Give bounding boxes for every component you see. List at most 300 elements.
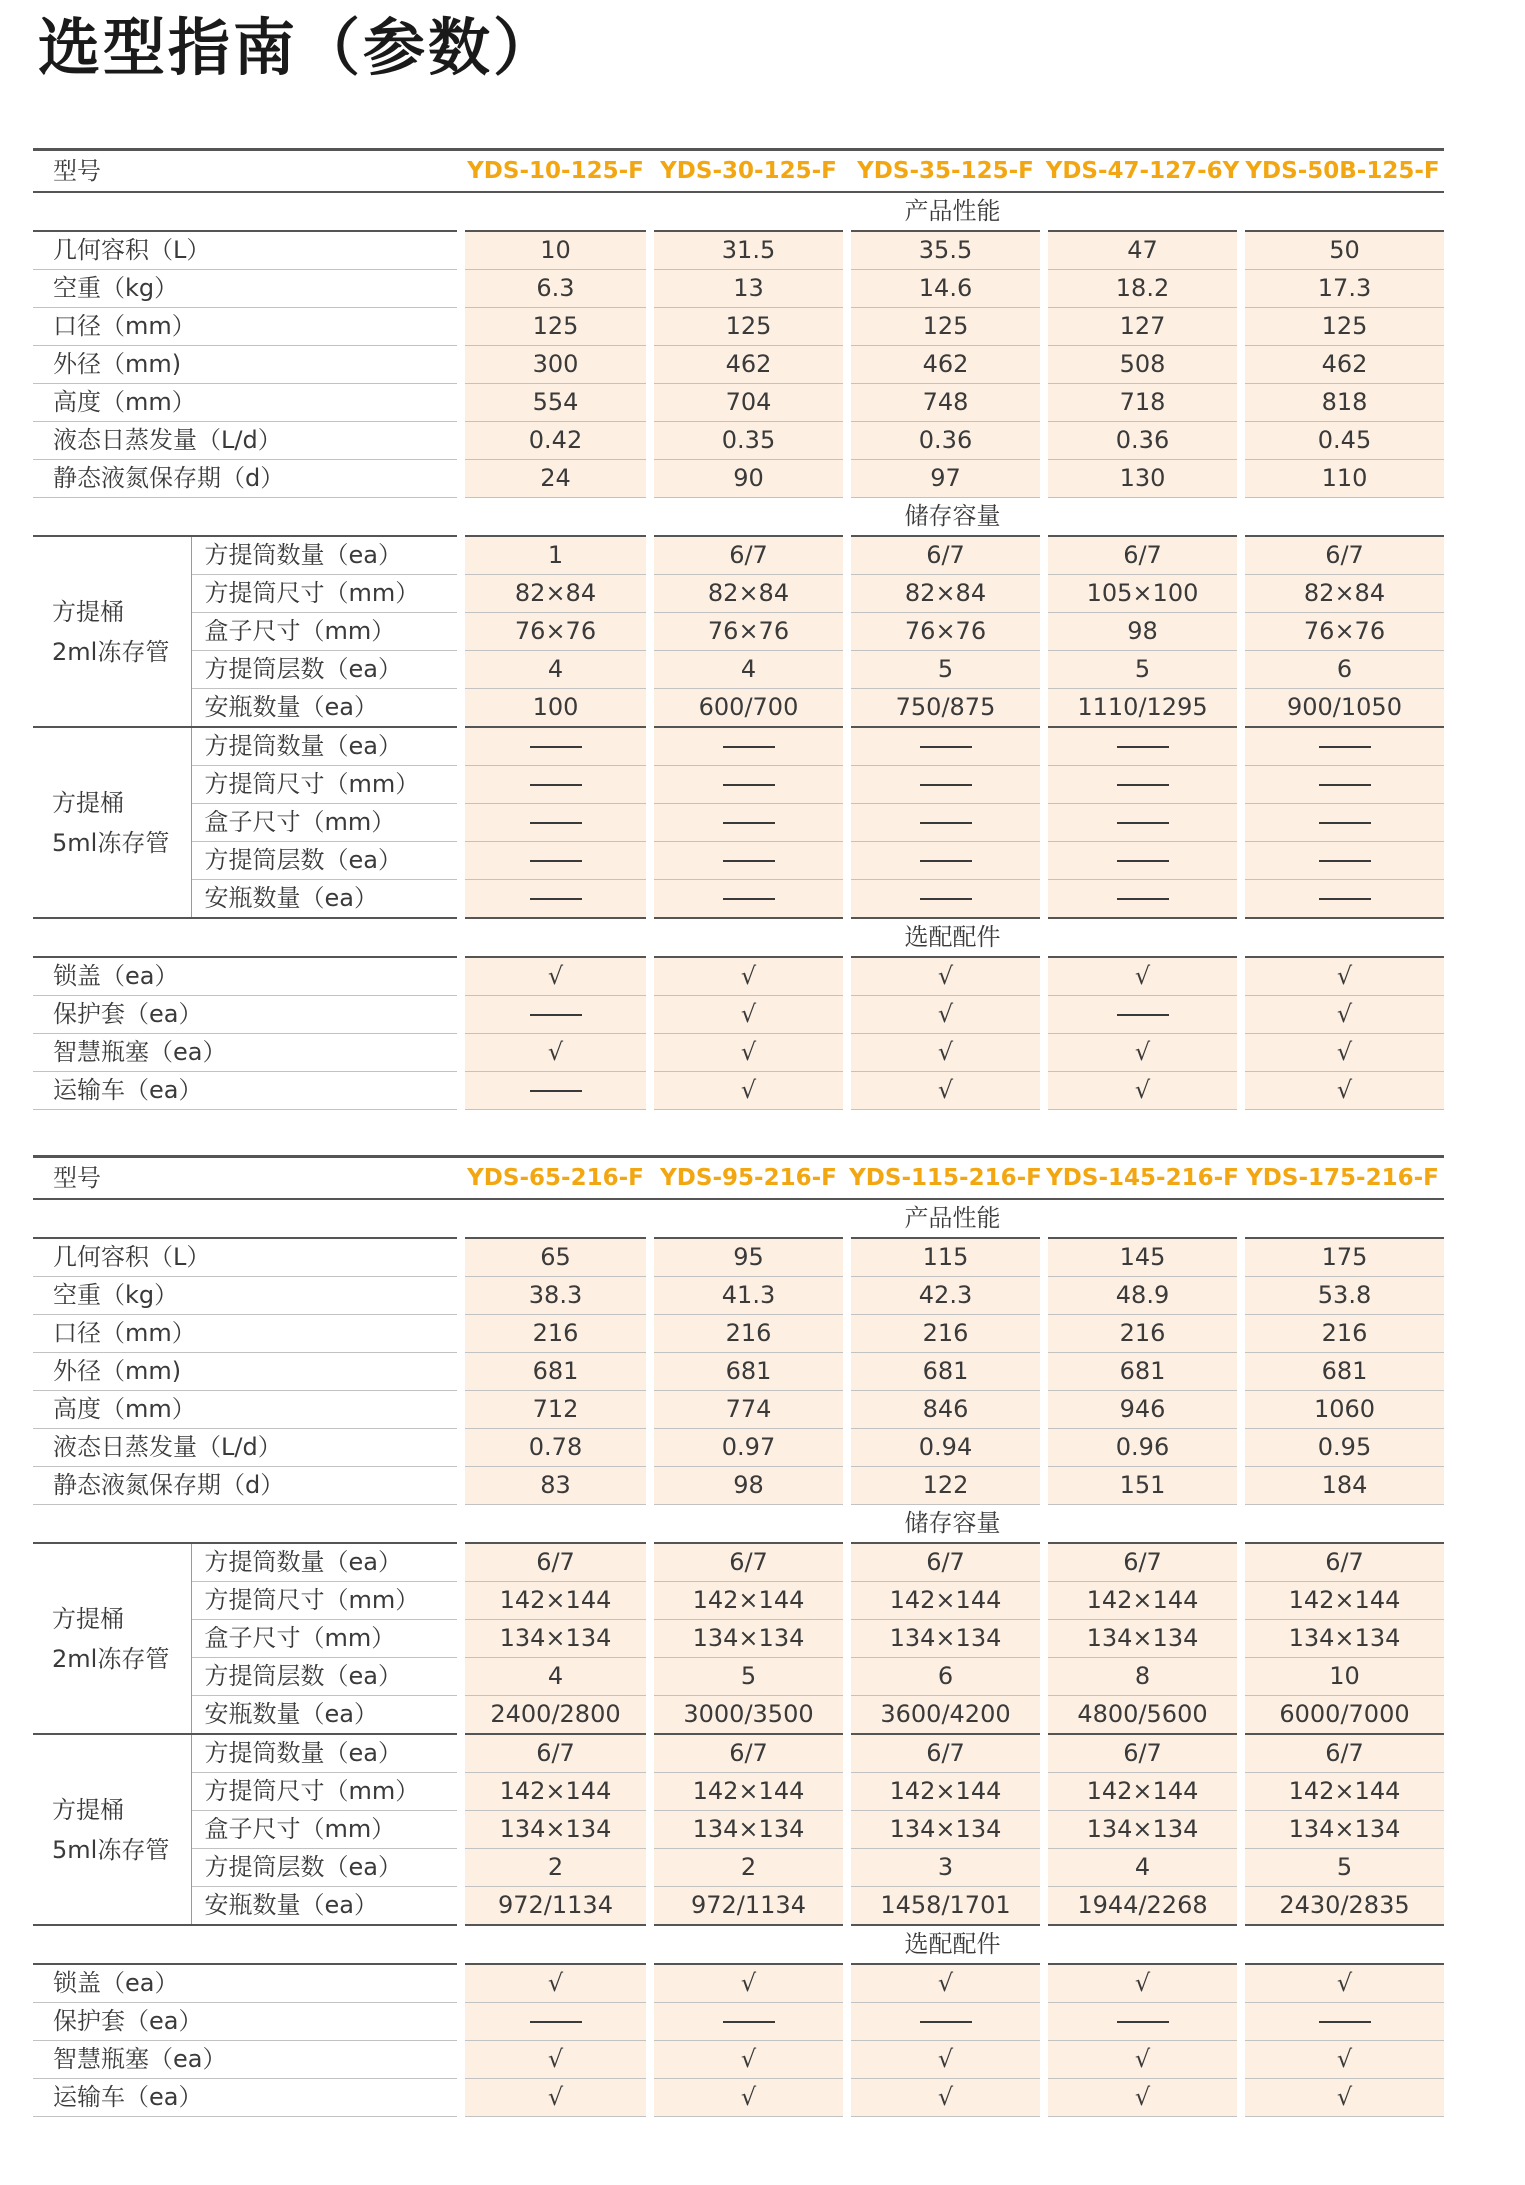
section-spacer bbox=[33, 1199, 461, 1238]
spec-value: 47 bbox=[1044, 231, 1241, 270]
spec-value: 13 bbox=[650, 270, 847, 308]
spec-value: 0.36 bbox=[847, 422, 1044, 460]
spec-value: 122 bbox=[847, 1467, 1044, 1505]
spec-row bbox=[33, 384, 1444, 422]
storage-value bbox=[1241, 842, 1444, 880]
spec-value: 48.9 bbox=[1044, 1277, 1241, 1315]
spec-value: √ bbox=[847, 1072, 1044, 1110]
not-available-dash bbox=[1319, 746, 1371, 748]
spec-label: 空重（kg） bbox=[33, 270, 461, 308]
model-name: YDS-50B-125-F bbox=[1241, 150, 1444, 193]
spec-value: 125 bbox=[1241, 308, 1444, 346]
storage-value: 6/7 bbox=[461, 1543, 650, 1582]
section-row bbox=[33, 1199, 1444, 1238]
spec-value: 462 bbox=[1241, 346, 1444, 384]
spec-value: 0.97 bbox=[650, 1429, 847, 1467]
spec-row bbox=[33, 1467, 1444, 1505]
spec-value: 65 bbox=[461, 1238, 650, 1277]
spec-value: 53.8 bbox=[1241, 1277, 1444, 1315]
spec-value: √ bbox=[847, 957, 1044, 996]
spec-label: 液态日蒸发量（L/d） bbox=[33, 1429, 461, 1467]
spec-value: 14.6 bbox=[847, 270, 1044, 308]
storage-value: 750/875 bbox=[847, 689, 1044, 728]
storage-value: 1458/1701 bbox=[847, 1887, 1044, 1926]
storage-value: 82×84 bbox=[650, 575, 847, 613]
storage-value: 134×134 bbox=[1241, 1620, 1444, 1658]
spec-row bbox=[33, 422, 1444, 460]
storage-sub-label: 安瓶数量（ea） bbox=[191, 689, 461, 728]
storage-value: 142×144 bbox=[1044, 1582, 1241, 1620]
storage-value: 4 bbox=[461, 1658, 650, 1696]
spec-value: √ bbox=[1241, 957, 1444, 996]
spec-value: 50 bbox=[1241, 231, 1444, 270]
storage-row bbox=[33, 1849, 1444, 1887]
storage-row bbox=[33, 1811, 1444, 1849]
storage-sub-label: 方提筒层数（ea） bbox=[191, 651, 461, 689]
not-available-dash bbox=[920, 860, 972, 862]
storage-value: 2 bbox=[461, 1849, 650, 1887]
storage-value: 142×144 bbox=[847, 1773, 1044, 1811]
spec-row bbox=[33, 1238, 1444, 1277]
not-available-dash bbox=[1117, 860, 1169, 862]
spec-table-1 bbox=[33, 148, 1444, 1110]
storage-value: 134×134 bbox=[650, 1811, 847, 1849]
section-row bbox=[33, 918, 1444, 957]
spec-value: 125 bbox=[461, 308, 650, 346]
storage-value bbox=[1044, 766, 1241, 804]
spec-label: 高度（mm） bbox=[33, 384, 461, 422]
storage-sub-label: 安瓶数量（ea） bbox=[191, 1696, 461, 1735]
section-spacer bbox=[33, 498, 461, 537]
storage-value bbox=[847, 880, 1044, 919]
storage-value: 134×134 bbox=[1044, 1811, 1241, 1849]
spec-row bbox=[33, 1429, 1444, 1467]
spec-value: 681 bbox=[1044, 1353, 1241, 1391]
storage-value: 2 bbox=[650, 1849, 847, 1887]
storage-sub-label: 方提筒数量（ea） bbox=[191, 536, 461, 575]
storage-sub-label: 盒子尺寸（mm） bbox=[191, 1811, 461, 1849]
model-name: YDS-65-216-F bbox=[461, 1157, 650, 1200]
spec-value: √ bbox=[650, 1072, 847, 1110]
storage-value: 142×144 bbox=[650, 1582, 847, 1620]
storage-value: 82×84 bbox=[461, 575, 650, 613]
storage-value: 134×134 bbox=[1044, 1620, 1241, 1658]
section-spacer bbox=[33, 1925, 461, 1964]
not-available-dash bbox=[723, 746, 775, 748]
spec-value: √ bbox=[1044, 1034, 1241, 1072]
group-label-line1: 方提桶 bbox=[52, 788, 124, 817]
spec-value: √ bbox=[650, 1034, 847, 1072]
storage-row bbox=[33, 1696, 1444, 1735]
spec-value: 216 bbox=[1241, 1315, 1444, 1353]
storage-value: 6/7 bbox=[461, 1734, 650, 1773]
storage-value: 3000/3500 bbox=[650, 1696, 847, 1735]
storage-row bbox=[33, 804, 1444, 842]
spec-value: 216 bbox=[461, 1315, 650, 1353]
spec-value: 98 bbox=[650, 1467, 847, 1505]
storage-sub-label: 盒子尺寸（mm） bbox=[191, 613, 461, 651]
model-name: YDS-47-127-6Y bbox=[1044, 150, 1241, 193]
storage-sub-label: 安瓶数量（ea） bbox=[191, 1887, 461, 1926]
storage-value bbox=[1241, 766, 1444, 804]
spec-row bbox=[33, 346, 1444, 384]
group-label-line1: 方提桶 bbox=[52, 597, 124, 626]
storage-sub-label: 方提筒尺寸（mm） bbox=[191, 1582, 461, 1620]
storage-value bbox=[1241, 804, 1444, 842]
storage-value: 100 bbox=[461, 689, 650, 728]
storage-row bbox=[33, 1734, 1444, 1773]
storage-value bbox=[1241, 727, 1444, 766]
spec-value: 175 bbox=[1241, 1238, 1444, 1277]
spec-value: √ bbox=[1241, 1072, 1444, 1110]
not-available-dash bbox=[1117, 2021, 1169, 2023]
spec-value: 18.2 bbox=[1044, 270, 1241, 308]
spec-value bbox=[1241, 2003, 1444, 2041]
group-label-line1: 方提桶 bbox=[52, 1795, 124, 1824]
spec-value bbox=[461, 1072, 650, 1110]
spec-value: 10 bbox=[461, 231, 650, 270]
group-label-line2: 5ml冻存管 bbox=[52, 1835, 170, 1864]
storage-sub-label: 盒子尺寸（mm） bbox=[191, 804, 461, 842]
section-row bbox=[33, 192, 1444, 231]
spec-value: 0.45 bbox=[1241, 422, 1444, 460]
spec-label: 保护套（ea） bbox=[33, 2003, 461, 2041]
storage-value: 6/7 bbox=[1044, 536, 1241, 575]
spec-value: √ bbox=[461, 2041, 650, 2079]
spec-value: 125 bbox=[650, 308, 847, 346]
spec-value: √ bbox=[1044, 1072, 1241, 1110]
section-spacer bbox=[33, 192, 461, 231]
storage-value: 142×144 bbox=[1241, 1582, 1444, 1620]
spec-value: 97 bbox=[847, 460, 1044, 498]
storage-value: 6/7 bbox=[650, 536, 847, 575]
spec-value: 681 bbox=[461, 1353, 650, 1391]
spec-value: 681 bbox=[650, 1353, 847, 1391]
storage-value: 6/7 bbox=[847, 536, 1044, 575]
spec-row bbox=[33, 231, 1444, 270]
spec-label: 口径（mm） bbox=[33, 1315, 461, 1353]
storage-value: 6/7 bbox=[1241, 1543, 1444, 1582]
section-spacer bbox=[33, 918, 461, 957]
storage-value bbox=[461, 842, 650, 880]
spec-row bbox=[33, 460, 1444, 498]
not-available-dash bbox=[530, 822, 582, 824]
storage-value bbox=[461, 766, 650, 804]
not-available-dash bbox=[530, 2021, 582, 2023]
storage-sub-label: 方提筒层数（ea） bbox=[191, 1849, 461, 1887]
model-name: YDS-10-125-F bbox=[461, 150, 650, 193]
storage-value bbox=[461, 880, 650, 919]
storage-value bbox=[847, 766, 1044, 804]
storage-value: 6000/7000 bbox=[1241, 1696, 1444, 1735]
spec-value: 83 bbox=[461, 1467, 650, 1505]
spec-value bbox=[461, 996, 650, 1034]
spec-value: 145 bbox=[1044, 1238, 1241, 1277]
model-name: YDS-30-125-F bbox=[650, 150, 847, 193]
group-label-line2: 2ml冻存管 bbox=[52, 637, 170, 666]
storage-value bbox=[1044, 727, 1241, 766]
spec-value: 0.36 bbox=[1044, 422, 1241, 460]
storage-value bbox=[847, 727, 1044, 766]
storage-value: 82×84 bbox=[847, 575, 1044, 613]
storage-value: 142×144 bbox=[1044, 1773, 1241, 1811]
storage-row bbox=[33, 536, 1444, 575]
spec-label: 智慧瓶塞（ea） bbox=[33, 1034, 461, 1072]
spec-value: √ bbox=[461, 2079, 650, 2117]
page-title: 选型指南（参数） bbox=[38, 11, 559, 84]
spec-value: 17.3 bbox=[1241, 270, 1444, 308]
spec-label: 几何容积（L） bbox=[33, 1238, 461, 1277]
not-available-dash bbox=[920, 784, 972, 786]
spec-value: 300 bbox=[461, 346, 650, 384]
spec-label: 外径（mm) bbox=[33, 1353, 461, 1391]
storage-row bbox=[33, 1620, 1444, 1658]
not-available-dash bbox=[1117, 1014, 1169, 1016]
spec-row bbox=[33, 2041, 1444, 2079]
spec-row bbox=[33, 1964, 1444, 2003]
spec-value: 6.3 bbox=[461, 270, 650, 308]
group-label-line2: 2ml冻存管 bbox=[52, 1644, 170, 1673]
storage-value bbox=[847, 842, 1044, 880]
not-available-dash bbox=[1117, 746, 1169, 748]
spec-value: 774 bbox=[650, 1391, 847, 1429]
spec-row bbox=[33, 2079, 1444, 2117]
spec-label: 静态液氮保存期（d） bbox=[33, 1467, 461, 1505]
spec-value bbox=[650, 2003, 847, 2041]
spec-value: 216 bbox=[650, 1315, 847, 1353]
spec-row bbox=[33, 1315, 1444, 1353]
model-name: YDS-115-216-F bbox=[847, 1157, 1044, 1200]
storage-value: 1 bbox=[461, 536, 650, 575]
storage-value: 5 bbox=[1241, 1849, 1444, 1887]
section-heading: 产品性能 bbox=[461, 192, 1444, 231]
spec-value: 90 bbox=[650, 460, 847, 498]
storage-sub-label: 方提筒尺寸（mm） bbox=[191, 1773, 461, 1811]
not-available-dash bbox=[920, 898, 972, 900]
spec-label: 口径（mm） bbox=[33, 308, 461, 346]
not-available-dash bbox=[1319, 2021, 1371, 2023]
section-row bbox=[33, 498, 1444, 537]
storage-value: 6/7 bbox=[847, 1734, 1044, 1773]
spec-label: 智慧瓶塞（ea） bbox=[33, 2041, 461, 2079]
not-available-dash bbox=[1117, 822, 1169, 824]
not-available-dash bbox=[920, 746, 972, 748]
spec-row bbox=[33, 957, 1444, 996]
spec-value: √ bbox=[1241, 2041, 1444, 2079]
spec-value: 115 bbox=[847, 1238, 1044, 1277]
spec-value: 24 bbox=[461, 460, 650, 498]
not-available-dash bbox=[1117, 898, 1169, 900]
spec-value: 127 bbox=[1044, 308, 1241, 346]
spec-value: 681 bbox=[847, 1353, 1044, 1391]
storage-value: 6/7 bbox=[847, 1543, 1044, 1582]
spec-value: 1060 bbox=[1241, 1391, 1444, 1429]
spec-value: √ bbox=[847, 2041, 1044, 2079]
section-heading: 产品性能 bbox=[461, 1199, 1444, 1238]
storage-value bbox=[847, 804, 1044, 842]
spec-label: 静态液氮保存期（d） bbox=[33, 460, 461, 498]
spec-row bbox=[33, 1353, 1444, 1391]
spec-value: 718 bbox=[1044, 384, 1241, 422]
spec-value bbox=[847, 2003, 1044, 2041]
not-available-dash bbox=[530, 1014, 582, 1016]
storage-value bbox=[1044, 804, 1241, 842]
not-available-dash bbox=[1319, 898, 1371, 900]
storage-row bbox=[33, 1887, 1444, 1926]
not-available-dash bbox=[1319, 822, 1371, 824]
spec-value: √ bbox=[650, 2079, 847, 2117]
not-available-dash bbox=[1319, 784, 1371, 786]
storage-sub-label: 盒子尺寸（mm） bbox=[191, 1620, 461, 1658]
storage-value: 134×134 bbox=[847, 1811, 1044, 1849]
storage-value: 2430/2835 bbox=[1241, 1887, 1444, 1926]
storage-value: 3 bbox=[847, 1849, 1044, 1887]
spec-row bbox=[33, 996, 1444, 1034]
spec-row bbox=[33, 270, 1444, 308]
not-available-dash bbox=[530, 1090, 582, 1092]
storage-value: 134×134 bbox=[847, 1620, 1044, 1658]
storage-value: 76×76 bbox=[461, 613, 650, 651]
not-available-dash bbox=[530, 898, 582, 900]
section-row bbox=[33, 1505, 1444, 1544]
spec-value: √ bbox=[847, 2079, 1044, 2117]
storage-value: 105×100 bbox=[1044, 575, 1241, 613]
not-available-dash bbox=[920, 822, 972, 824]
spec-value: 130 bbox=[1044, 460, 1241, 498]
spec-value: √ bbox=[650, 2041, 847, 2079]
storage-value: 142×144 bbox=[847, 1582, 1044, 1620]
not-available-dash bbox=[723, 2021, 775, 2023]
not-available-dash bbox=[920, 2021, 972, 2023]
model-name: YDS-175-216-F bbox=[1241, 1157, 1444, 1200]
storage-value: 6/7 bbox=[650, 1734, 847, 1773]
storage-value: 98 bbox=[1044, 613, 1241, 651]
spec-value: √ bbox=[650, 996, 847, 1034]
spec-value: √ bbox=[650, 1964, 847, 2003]
storage-sub-label: 方提筒数量（ea） bbox=[191, 1734, 461, 1773]
section-spacer bbox=[33, 1505, 461, 1544]
spec-value: √ bbox=[1044, 1964, 1241, 2003]
storage-sub-label: 方提筒数量（ea） bbox=[191, 727, 461, 766]
storage-row bbox=[33, 880, 1444, 919]
spec-row bbox=[33, 308, 1444, 346]
spec-label: 几何容积（L） bbox=[33, 231, 461, 270]
storage-row bbox=[33, 613, 1444, 651]
not-available-dash bbox=[723, 822, 775, 824]
spec-value: 216 bbox=[847, 1315, 1044, 1353]
spec-label: 外径（mm) bbox=[33, 346, 461, 384]
storage-value bbox=[650, 727, 847, 766]
spec-value: √ bbox=[650, 957, 847, 996]
storage-value: 5 bbox=[650, 1658, 847, 1696]
spec-value: √ bbox=[1044, 2079, 1241, 2117]
spec-value: 125 bbox=[847, 308, 1044, 346]
spec-value: 0.42 bbox=[461, 422, 650, 460]
group-label-line1: 方提桶 bbox=[52, 1604, 124, 1633]
storage-row bbox=[33, 842, 1444, 880]
storage-sub-label: 方提筒层数（ea） bbox=[191, 1658, 461, 1696]
storage-sub-label: 方提筒尺寸（mm） bbox=[191, 766, 461, 804]
spec-label: 锁盖（ea） bbox=[33, 1964, 461, 2003]
not-available-dash bbox=[530, 860, 582, 862]
spec-label: 运输车（ea） bbox=[33, 1072, 461, 1110]
spec-row bbox=[33, 1034, 1444, 1072]
storage-value: 134×134 bbox=[1241, 1811, 1444, 1849]
model-header-row bbox=[33, 1157, 1444, 1200]
storage-value: 134×134 bbox=[461, 1811, 650, 1849]
not-available-dash bbox=[723, 860, 775, 862]
not-available-dash bbox=[530, 784, 582, 786]
spec-value: √ bbox=[461, 957, 650, 996]
storage-value: 6 bbox=[1241, 651, 1444, 689]
storage-value: 6/7 bbox=[1241, 1734, 1444, 1773]
storage-sub-label: 安瓶数量（ea） bbox=[191, 880, 461, 919]
storage-value: 76×76 bbox=[1241, 613, 1444, 651]
storage-value: 972/1134 bbox=[461, 1887, 650, 1926]
storage-value: 142×144 bbox=[461, 1773, 650, 1811]
spec-value: √ bbox=[1241, 1964, 1444, 2003]
storage-group-label bbox=[33, 1734, 191, 1925]
model-name: YDS-95-216-F bbox=[650, 1157, 847, 1200]
storage-value: 82×84 bbox=[1241, 575, 1444, 613]
storage-row bbox=[33, 1658, 1444, 1696]
model-header-label: 型号 bbox=[33, 150, 461, 193]
storage-value bbox=[650, 842, 847, 880]
storage-value: 142×144 bbox=[1241, 1773, 1444, 1811]
storage-row bbox=[33, 651, 1444, 689]
storage-value bbox=[461, 727, 650, 766]
storage-sub-label: 方提筒数量（ea） bbox=[191, 1543, 461, 1582]
storage-value bbox=[1241, 880, 1444, 919]
spec-value: 151 bbox=[1044, 1467, 1241, 1505]
spec-value: 704 bbox=[650, 384, 847, 422]
spec-value: 31.5 bbox=[650, 231, 847, 270]
model-name: YDS-145-216-F bbox=[1044, 1157, 1241, 1200]
storage-value: 134×134 bbox=[461, 1620, 650, 1658]
spec-value: 35.5 bbox=[847, 231, 1044, 270]
spec-value: 0.95 bbox=[1241, 1429, 1444, 1467]
spec-label: 运输车（ea） bbox=[33, 2079, 461, 2117]
spec-value bbox=[1044, 996, 1241, 1034]
section-heading: 储存容量 bbox=[461, 1505, 1444, 1544]
section-row bbox=[33, 1925, 1444, 1964]
spec-row bbox=[33, 1277, 1444, 1315]
storage-value: 142×144 bbox=[461, 1582, 650, 1620]
storage-row bbox=[33, 689, 1444, 728]
spec-value: √ bbox=[847, 1964, 1044, 2003]
storage-value: 5 bbox=[847, 651, 1044, 689]
spec-value: 110 bbox=[1241, 460, 1444, 498]
not-available-dash bbox=[723, 784, 775, 786]
spec-value bbox=[1044, 2003, 1241, 2041]
spec-label: 保护套（ea） bbox=[33, 996, 461, 1034]
spec-value: 554 bbox=[461, 384, 650, 422]
storage-value: 142×144 bbox=[650, 1773, 847, 1811]
not-available-dash bbox=[1117, 784, 1169, 786]
storage-value: 6/7 bbox=[650, 1543, 847, 1582]
storage-sub-label: 方提筒层数（ea） bbox=[191, 842, 461, 880]
spec-value: 712 bbox=[461, 1391, 650, 1429]
storage-value bbox=[461, 804, 650, 842]
spec-value: √ bbox=[1044, 957, 1241, 996]
storage-row bbox=[33, 1543, 1444, 1582]
storage-group-label bbox=[33, 727, 191, 918]
storage-value bbox=[1044, 880, 1241, 919]
spec-value: √ bbox=[1241, 2079, 1444, 2117]
spec-value: √ bbox=[461, 1964, 650, 2003]
spec-value: 946 bbox=[1044, 1391, 1241, 1429]
storage-value: 2400/2800 bbox=[461, 1696, 650, 1735]
